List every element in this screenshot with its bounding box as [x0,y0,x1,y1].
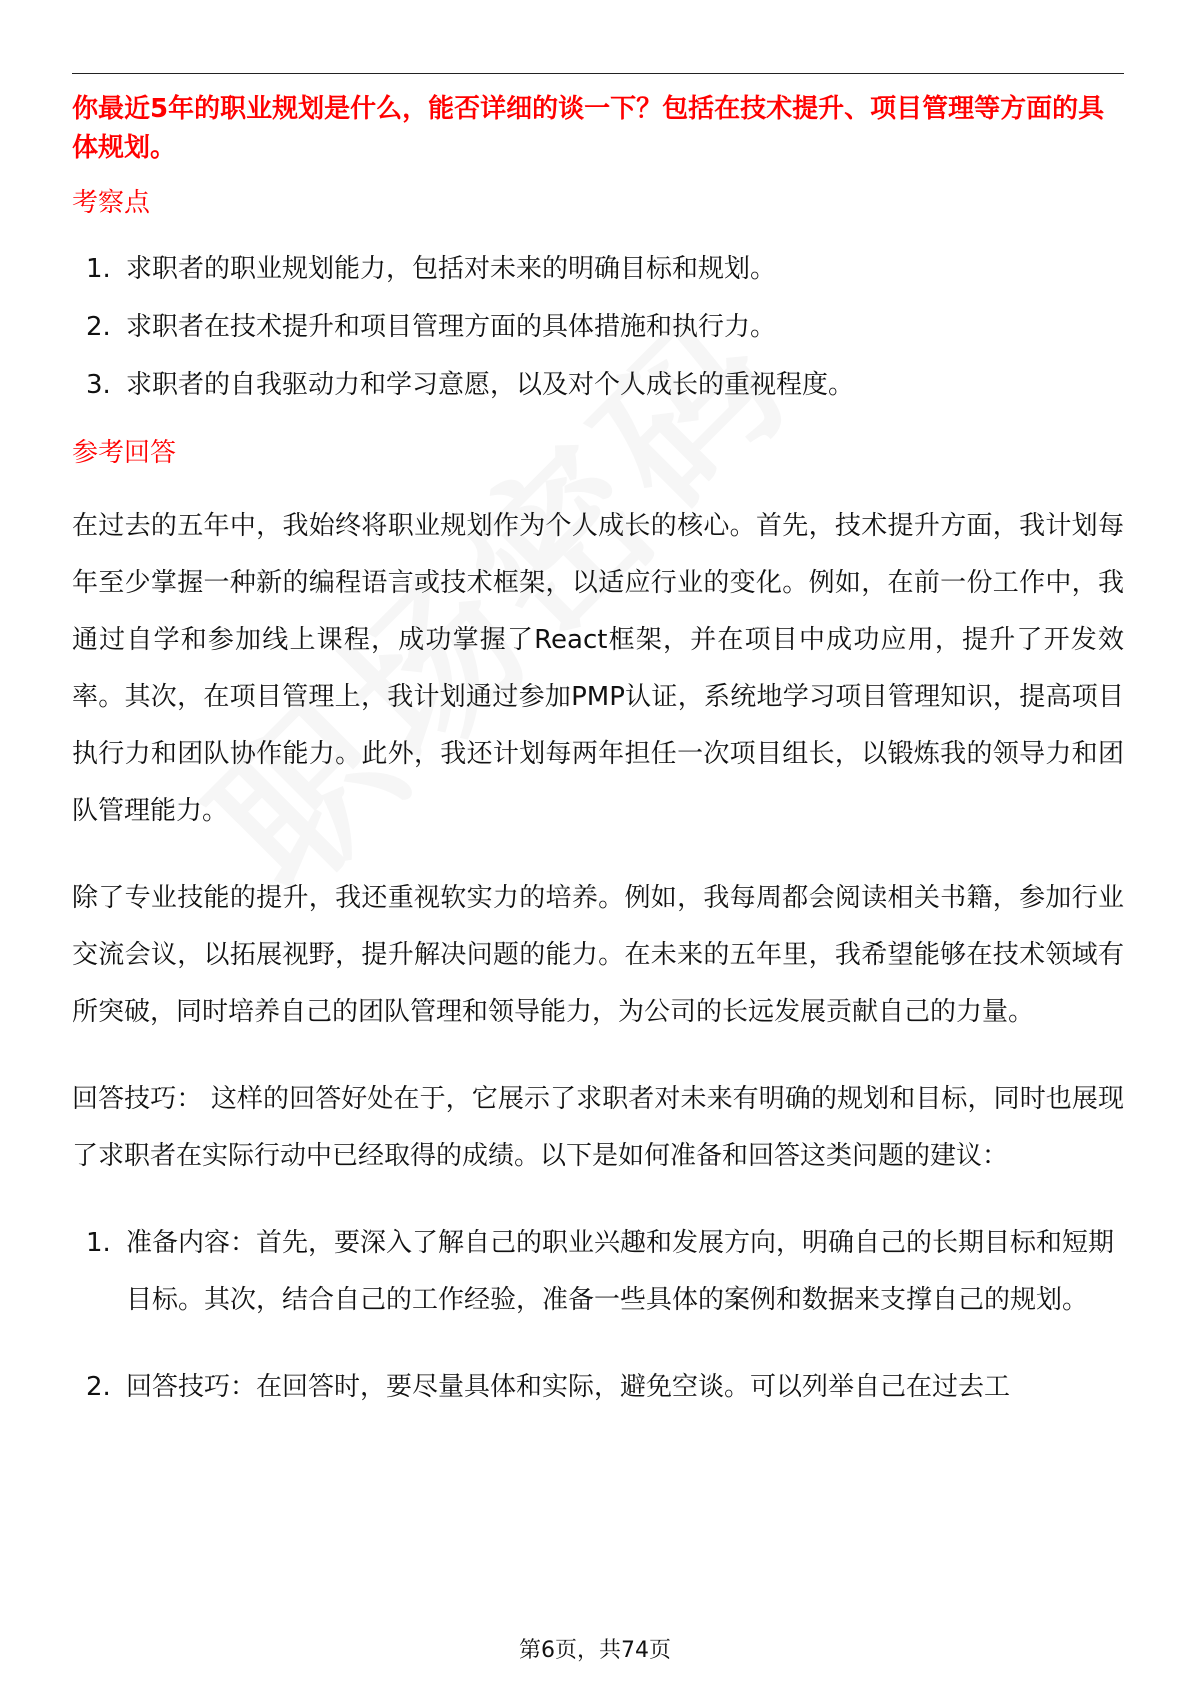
page-content [72,90,1124,1446]
list-item [72,1215,1124,1329]
answer-paragraph: 除了专业技能的提升，我还重视软实力的培养。例如，我每周都会阅读相关书籍，参加行业交流会议，以拓展视野，提升解决问题的能力。在未来的五年里，我希望能够在技术领域有所突破，同时培养自己的团队管理和领导能力，为公司的长远发展贡献自己的力量。 [72,883,1124,1027]
question-heading: 你最近5年的职业规划是什么，能否详细的谈一下？包括在技术提升、项目管理等方面的具体规划。 [72,94,1105,163]
answer-paragraph: 在过去的五年中，我始终将职业规划作为个人成长的核心。首先，技术提升方面，我计划每年至少掌握一种新的编程语言或技术框架，以适应行业的变化。例如，在前一份工作中，我通过自学和参加线上课程，成功掌握了React框架，并在项目中成功应用，提升了开发效率。其次，在项目管理上，我计划通过参加PMP认证，系统地学习项目管理知识，提高项目执行力和团队协作能力。此外，我还计划每两年担任一次项目组长，以锻炼我的领导力和团队管理能力。 [72,511,1124,826]
check-points-list [72,250,1124,404]
list-item [72,366,1124,404]
list-item-text: 求职者在技术提升和项目管理方面的具体措施和执行力。 [126,312,777,342]
list-item-text: 回答技巧：在回答时，要尽量具体和实际，避免空谈。可以列举自己在过去工 [126,1372,1011,1402]
header-rule [72,73,1124,74]
list-item-number: 1. [86,1228,111,1258]
section-title-reference-answer: 参考回答 [72,438,177,468]
tips-list [72,1215,1124,1416]
list-item [72,250,1124,288]
page-number-footer: 第6页，共74页 [519,1638,671,1663]
list-item-text: 求职者的自我驱动力和学习意愿，以及对个人成长的重视程度。 [126,370,855,400]
list-item-text: 求职者的职业规划能力，包括对未来的明确目标和规划。 [126,254,777,284]
list-item-text: 准备内容：首先，要深入了解自己的职业兴趣和发展方向，明确自己的长期目标和短期目标。其次，结合自己的工作经验，准备一些具体的案例和数据来支撑自己的规划。 [126,1228,1115,1315]
list-item-number: 2. [86,312,111,342]
tips-intro-paragraph: 回答技巧： 这样的回答好处在于，它展示了求职者对未来有明确的规划和目标，同时也展现了求职者在实际行动中已经取得的成绩。以下是如何准备和回答这类问题的建议： [72,1084,1124,1171]
list-item-number: 1. [86,254,111,284]
list-item-number: 2. [86,1372,111,1402]
list-item [72,308,1124,346]
section-title-check-points: 考察点 [72,188,151,218]
list-item [72,1359,1124,1416]
list-item-number: 3. [86,370,111,400]
